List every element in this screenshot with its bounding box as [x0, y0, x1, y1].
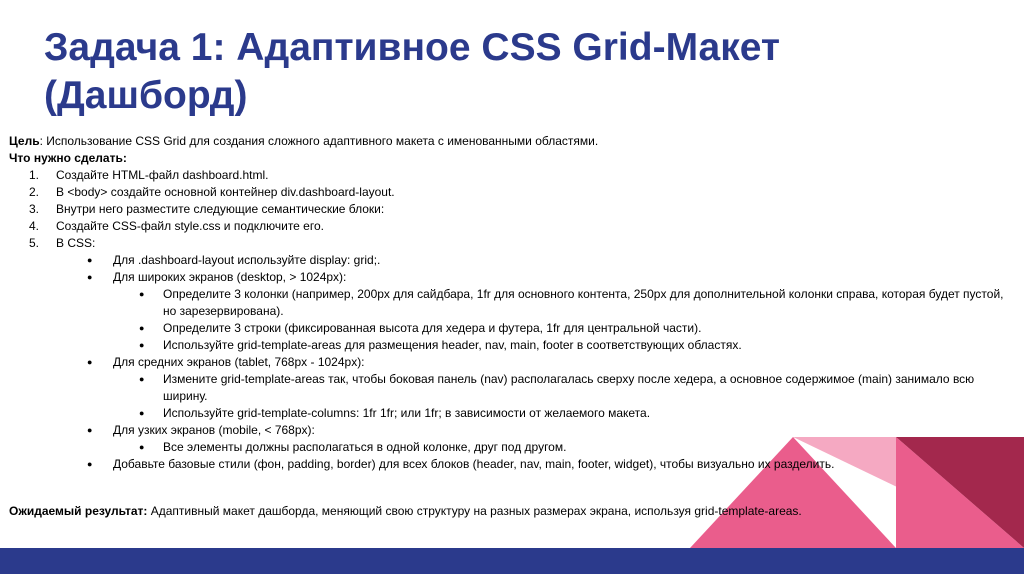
bullet-icon: ●: [87, 357, 93, 367]
step-number: 5.: [29, 236, 40, 250]
bullet-icon: ●: [87, 425, 93, 435]
base-styles-text: Добавьте базовые стили (фон, padding, border) для всех блоков (header, nav, main, footer, widget), чтобы визуально их разделить.: [113, 457, 835, 471]
desktop-subitem: [9, 286, 1019, 320]
bottom-bar: [0, 548, 1024, 574]
goal-line: [9, 133, 1019, 150]
expected-text: Адаптивный макет дашборда, меняющий свою структуру на разных размерах экрана, используя grid-template-areas.: [147, 504, 802, 518]
step-number: 2.: [29, 185, 40, 199]
desktop-subitem-text: Используйте grid-template-areas для размещения header, nav, main, footer в соответствующих областях.: [163, 338, 742, 352]
expected-label: Ожидаемый результат:: [9, 504, 148, 518]
expected-result: [9, 503, 1019, 520]
step-text: Создайте CSS-файл style.css и подключите его.: [56, 219, 324, 233]
desktop-subitem: [9, 320, 1019, 337]
bullet-icon: ●: [87, 255, 93, 265]
tablet-subitem-text: Используйте grid-template-columns: 1fr 1fr; или 1fr; в зависимости от желаемого макета.: [163, 406, 651, 420]
step-text: В CSS:: [56, 236, 96, 250]
step-item: [9, 184, 1019, 201]
bullet-icon: ●: [139, 408, 145, 418]
desktop-subitem-text: Определите 3 колонки (например, 200px для сайдбара, 1fr для основного контента, 250px для дополнительной колонки справа, которая будет пустой, но зарезервирована).: [163, 287, 1004, 318]
css-item: [9, 269, 1019, 286]
slide-title: Задача 1: Адаптивное CSS Grid-Макет (Дашборд): [44, 26, 781, 117]
css-item: [9, 422, 1019, 439]
task-content: [9, 133, 1019, 520]
bullet-icon: ●: [139, 442, 145, 452]
todo-heading: [9, 150, 1019, 167]
step-number: 4.: [29, 219, 40, 233]
css-item: [9, 252, 1019, 269]
bullet-icon: ●: [87, 459, 93, 469]
step-item: [9, 167, 1019, 184]
mobile-subitem: [9, 439, 1019, 456]
tablet-subitem: [9, 405, 1019, 422]
bullet-icon: ●: [87, 272, 93, 282]
desktop-subitem-text: Определите 3 строки (фиксированная высота для хедера и футера, 1fr для центральной части).: [163, 321, 702, 335]
todo-label: Что нужно сделать:: [9, 151, 127, 165]
css-item-text: Для .dashboard-layout используйте display: grid;.: [113, 253, 381, 267]
step-text: Создайте HTML-файл dashboard.html.: [56, 168, 269, 182]
tablet-label: Для средних экранов (tablet, 768px - 1024px):: [113, 355, 365, 369]
step-text: В <body> создайте основной контейнер div.dashboard-layout.: [56, 185, 395, 199]
css-item: [9, 456, 1019, 473]
desktop-subitem: [9, 337, 1019, 354]
goal-label: Цель: [9, 134, 40, 148]
tablet-subitem-text: Измените grid-template-areas так, чтобы боковая панель (nav) располагалась сверху после хедера, а основное содержимое (main) занимало всю ширину.: [163, 372, 975, 403]
step-number: 3.: [29, 202, 40, 216]
goal-text: : Использование CSS Grid для создания сложного адаптивного макета с именованными областями.: [39, 134, 599, 148]
step-item: [9, 235, 1019, 252]
desktop-label: Для широких экранов (desktop, > 1024px):: [113, 270, 347, 284]
mobile-label: Для узких экранов (mobile, < 768px):: [113, 423, 315, 437]
bullet-icon: ●: [139, 340, 145, 350]
mobile-subitem-text: Все элементы должны располагаться в одной колонке, друг под другом.: [163, 440, 567, 454]
tablet-subitem: [9, 371, 1019, 405]
step-item: [9, 218, 1019, 235]
css-item: [9, 354, 1019, 371]
spacer: [9, 473, 1019, 503]
bullet-icon: ●: [139, 289, 145, 299]
step-text: Внутри него разместите следующие семантические блоки:: [56, 202, 385, 216]
step-number: 1.: [29, 168, 40, 182]
bullet-icon: ●: [139, 323, 145, 333]
step-item: [9, 201, 1019, 218]
bullet-icon: ●: [139, 374, 145, 384]
